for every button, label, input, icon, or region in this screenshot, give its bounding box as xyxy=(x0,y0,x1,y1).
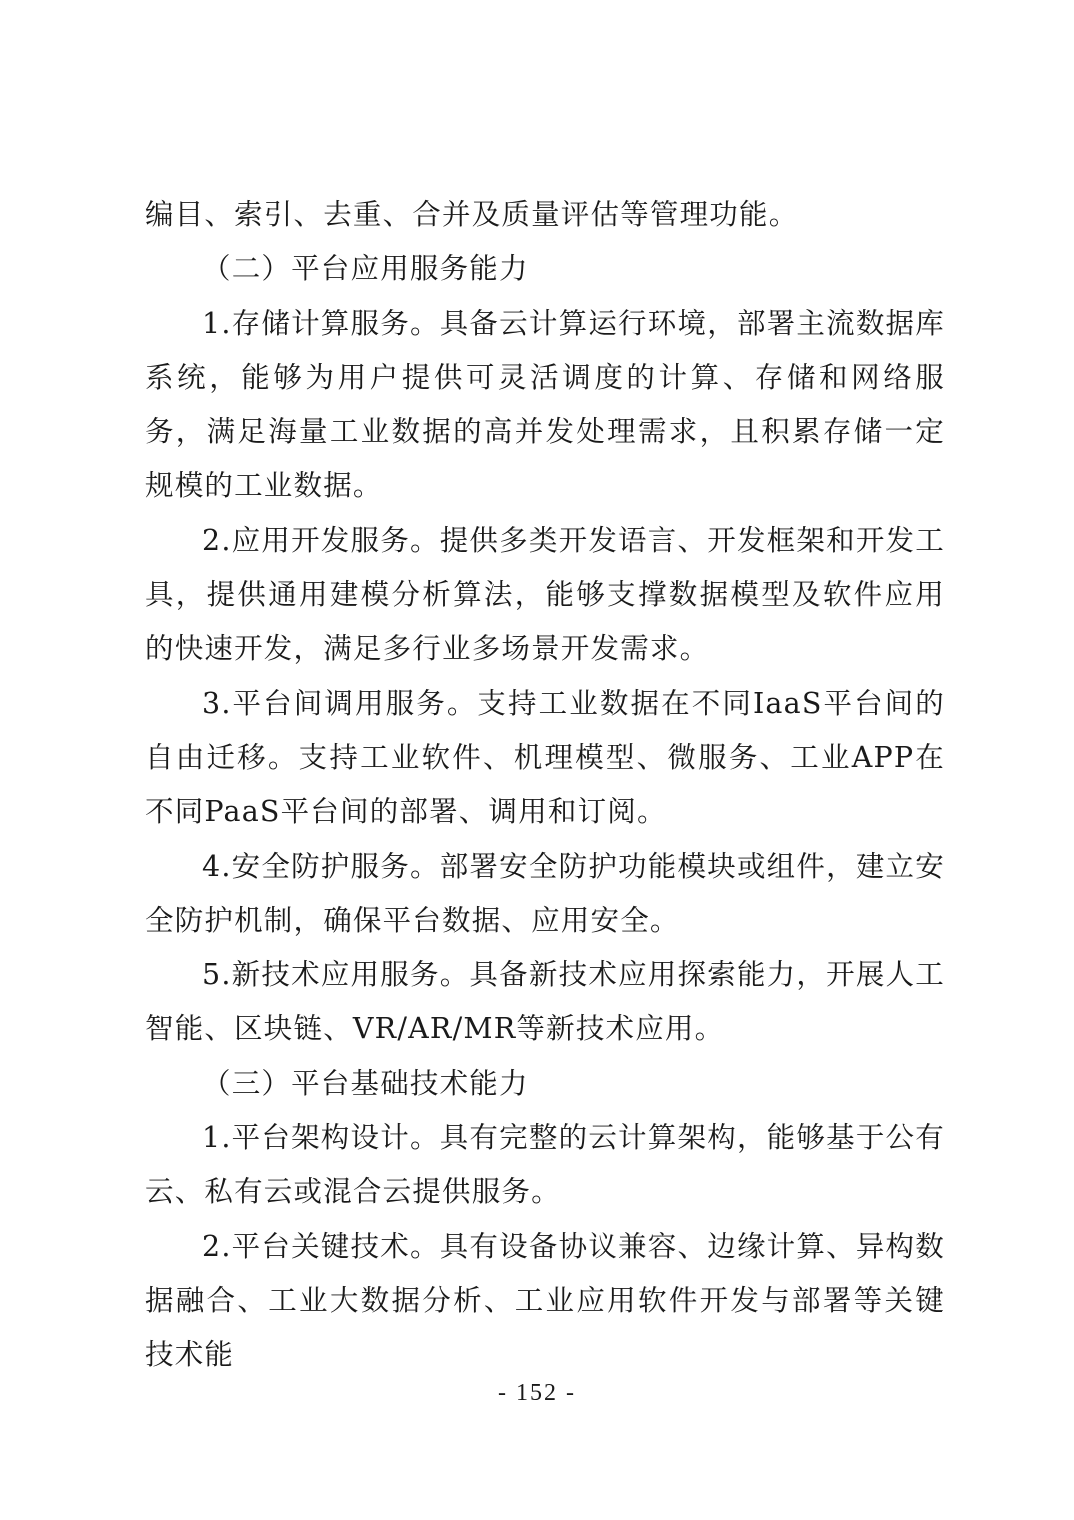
paragraph-platform-architecture-design: 1.平台架构设计。具有完整的云计算架构，能够基于公有云、私有云或混合云提供服务。 xyxy=(145,1121,945,1209)
paragraph-platform-key-technology: 2.平台关键技术。具有设备协议兼容、边缘计算、异构数据融合、工业大数据分析、工业应用软件开发与部署等关键技术能 xyxy=(145,1229,945,1372)
paragraph-security-protection-service: 4.安全防护服务。部署安全防护功能模块或组件，建立安全防护机制，确保平台数据、应用安全。 xyxy=(145,849,945,937)
body-text xyxy=(145,188,945,1383)
section-heading-platform-application-services: （二）平台应用服务能力 xyxy=(202,252,529,286)
paragraph-application-development-service: 2.应用开发服务。提供多类开发语言、开发框架和开发工具，提供通用建模分析算法，能够支撑数据模型及软件应用的快速开发，满足多行业多场景开发需求。 xyxy=(145,523,945,666)
paragraph-storage-computing-service: 1.存储计算服务。具备云计算运行环境，部署主流数据库系统，能够为用户提供可灵活调度的计算、存储和网络服务，满足海量工业数据的高并发处理需求，且积累存储一定规模的工业数据。 xyxy=(145,306,945,503)
paragraph-continuation: 编目、索引、去重、合并及质量评估等管理功能。 xyxy=(145,198,799,231)
page-number: - 152 - xyxy=(498,1380,576,1406)
section-heading-platform-basic-technology: （三）平台基础技术能力 xyxy=(202,1066,529,1100)
paragraph-new-technology-application-service: 5.新技术应用服务。具备新技术应用探索能力，开展人工智能、区块链、VR/AR/MR等新技术应用。 xyxy=(145,958,945,1046)
paragraph-inter-platform-invocation-service: 3.平台间调用服务。支持工业数据在不同IaaS平台间的自由迁移。支持工业软件、机理模型、微服务、工业APP在不同PaaS平台间的部署、调用和订阅。 xyxy=(145,686,945,829)
